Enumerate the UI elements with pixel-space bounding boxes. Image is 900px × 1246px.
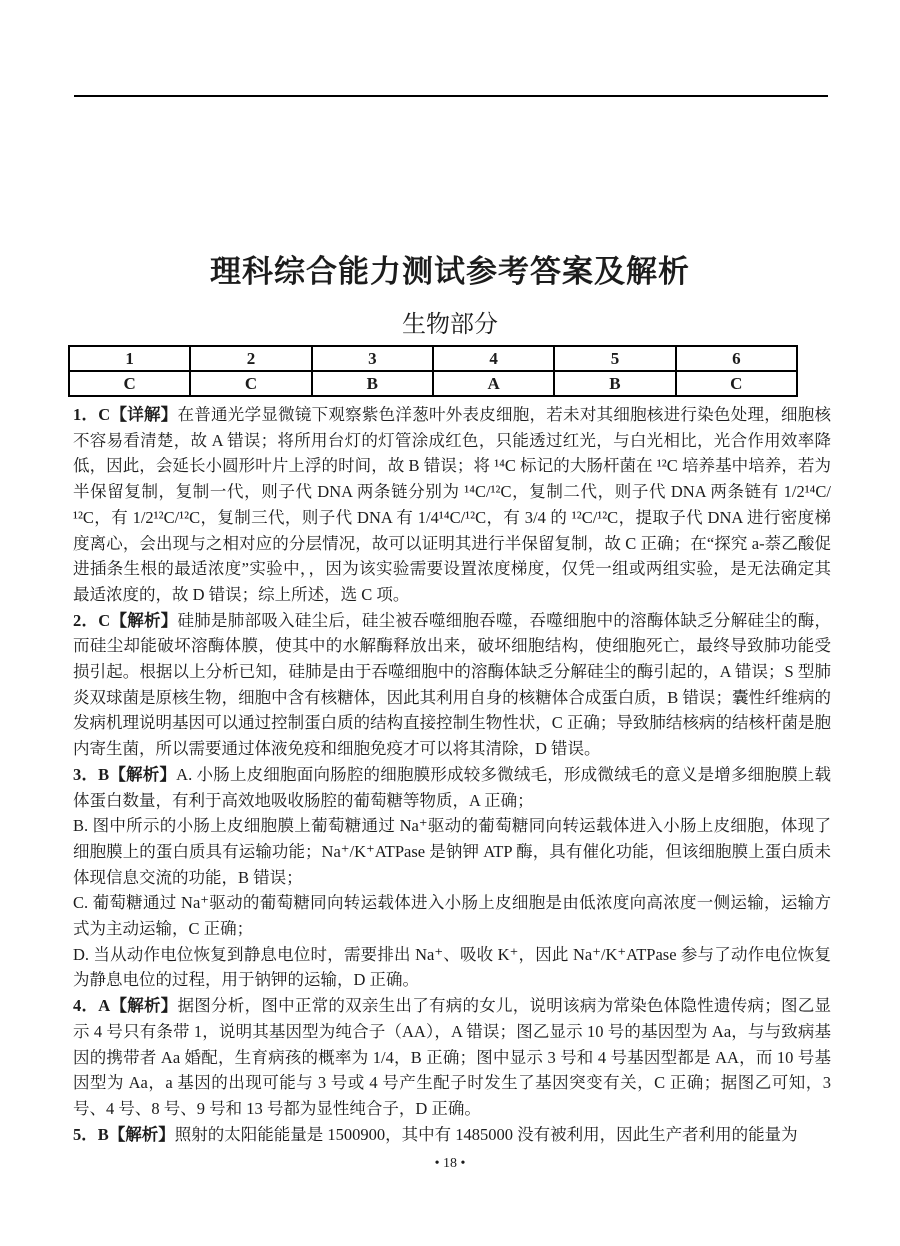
answer-lead-2: 2．C【解析】 (73, 610, 178, 630)
answer-key-table (68, 345, 798, 397)
answer-cell: C (676, 371, 797, 396)
explanation-paragraph-5 (73, 1122, 831, 1148)
explanations-section (73, 402, 831, 1147)
answer-cell: C (190, 371, 311, 396)
answer-lead-5: 5．B【解析】 (73, 1124, 175, 1144)
answer-cell: B (554, 371, 675, 396)
explanation-paragraph-2 (73, 608, 831, 762)
question-number-cell: 3 (312, 346, 433, 371)
explanation-paragraph-3 (73, 762, 831, 813)
explanation-text-3: A. 小肠上皮细胞面向肠腔的细胞膜形成较多微绒毛，形成微绒毛的意义是增多细胞膜上载体蛋白数量，有利于高效地吸收肠腔的葡萄糖等物质，A 正确； (73, 764, 831, 810)
explanation-text-3c: C. 葡萄糖通过 Na⁺驱动的葡萄糖同向转运载体进入小肠上皮细胞是由低浓度向高浓度一侧运输，运输方式为主动运输，C 正确； (73, 893, 831, 939)
answer-lead-4: 4．A【解析】 (73, 996, 178, 1016)
explanation-text-2: 硅肺是肺部吸入硅尘后，硅尘被吞噬细胞吞噬，吞噬细胞中的溶酶体缺乏分解硅尘的酶，而硅尘却能破坏溶酶体膜，使其中的水解酶释放出来，破坏细胞结构，使细胞死亡，最终导致肺功能受损引起。根据以上分析已知，硅肺是由于吞噬细胞中的溶酶体缺乏分解硅尘的酶引起的，A 错误；S 型肺炎双球菌是原核生物，细胞中含有核糖体，因此其利用自身的核糖体合成蛋白质，B 错误；囊性纤维病的发病机理说明基因可以通过控制蛋白质的结构直接控制生物性状，C 正确；导致肺结核病的结核杆菌是胞内寄生菌，所以需要通过体液免疫和细胞免疫才可以将其清除，D 错误。 (73, 610, 832, 759)
section-title: 生物部分 (402, 312, 498, 338)
explanation-text-3d: D. 当从动作电位恢复到静息电位时，需要排出 Na⁺、吸收 K⁺，因此 Na⁺/K⁺ATPase 参与了动作电位恢复为静息电位的过程，用于钠钾的运输，D 正确。 (73, 944, 831, 990)
explanation-text-1: 在普通光学显微镜下观察紫色洋葱叶外表皮细胞，若未对其细胞核进行染色处理，细胞核不容易看清楚，故 A 错误；将所用台灯的灯管涂成红色，只能透过红光，与白光相比，光合作用效率降低，因此，会延长小圆形叶片上浮的时间，故 B 错误；将 ¹⁴C 标记的大肠杆菌在 ¹²C 培养基中培养，若为半保留复制，复制一代，则子代 DNA 两条链分别为 ¹⁴C/¹²C，复制二代，则子代 DNA 两条链有 1/2¹⁴C/¹²C，有 1/2¹²C/¹²C，复制三代，则子代 DNA 有 1/4¹⁴C/¹²C，有 3/4 的 ¹²C/¹²C，提取子代 DNA 进行密度梯度离心，会出现与之相对应的分层情况，故可以证明其进行半保留复制，故 C 正确；在“探究 a-萘乙酸促进插条生根的最适浓度”实验中，，因为该实验需要设置浓度梯度，仅凭一组或两组实验，是无法确定其最适浓度的，故 D 错误；综上所述，选 C 项。 (73, 405, 832, 604)
page-number: • 18 • (434, 1156, 466, 1171)
explanation-text-4: 据图分析，图中正常的双亲生出了有病的女儿，说明该病为常染色体隐性遗传病；图乙显示 4 号只有条带 1，说明其基因型为纯合子（AA），A 错误；图乙显示 10 号的基因型为 Aa，与与致病基因的携带者 Aa 婚配，生育病孩的概率为 1/4，B 正确；图中显示 3 号和 4 号基因型都是 AA，而 10 号基因型为 Aa，a 基因的出现可能与 3 号或 4 号产生配子时发生了基因突变有关，C 正确；据图乙可知，3 号、4 号、8 号、9 号和 13 号都为显性纯合子，D 正确。 (73, 996, 832, 1118)
explanation-paragraph-4 (73, 993, 831, 1122)
answer-lead-1: 1．C【详解】 (73, 405, 178, 424)
page-title: 理科综合能力测试参考答案及解析 (210, 254, 690, 289)
question-number-cell: 4 (433, 346, 554, 371)
answer-cell: B (312, 371, 433, 396)
explanation-paragraph-3b (73, 813, 831, 890)
explanation-paragraph-3d (73, 942, 831, 993)
question-number-cell: 2 (190, 346, 311, 371)
question-number-row (69, 346, 797, 371)
question-number-cell: 5 (554, 346, 675, 371)
explanation-paragraph-3c (73, 890, 831, 941)
answer-lead-3: 3．B【解析】 (73, 764, 177, 784)
answer-row (69, 371, 797, 396)
question-number-cell: 6 (676, 346, 797, 371)
header-rule (74, 95, 828, 97)
question-number-cell: 1 (69, 346, 190, 371)
explanation-text-5: 照射的太阳能能量是 1500900，其中有 1485000 没有被利用，因此生产者利用的能量为 (174, 1124, 798, 1144)
explanation-text-3b: B. 图中所示的小肠上皮细胞膜上葡萄糖通过 Na⁺驱动的葡萄糖同向转运载体进入小肠上皮细胞，体现了细胞膜上的蛋白质具有运输功能；Na⁺/K⁺ATPase 是钠钾 ATP 酶，具有催化功能，但该细胞膜上蛋白质未体现信息交流的功能，B 错误； (73, 816, 831, 887)
explanation-paragraph-1 (73, 402, 831, 608)
answer-cell: A (433, 371, 554, 396)
answer-cell: C (69, 371, 190, 396)
